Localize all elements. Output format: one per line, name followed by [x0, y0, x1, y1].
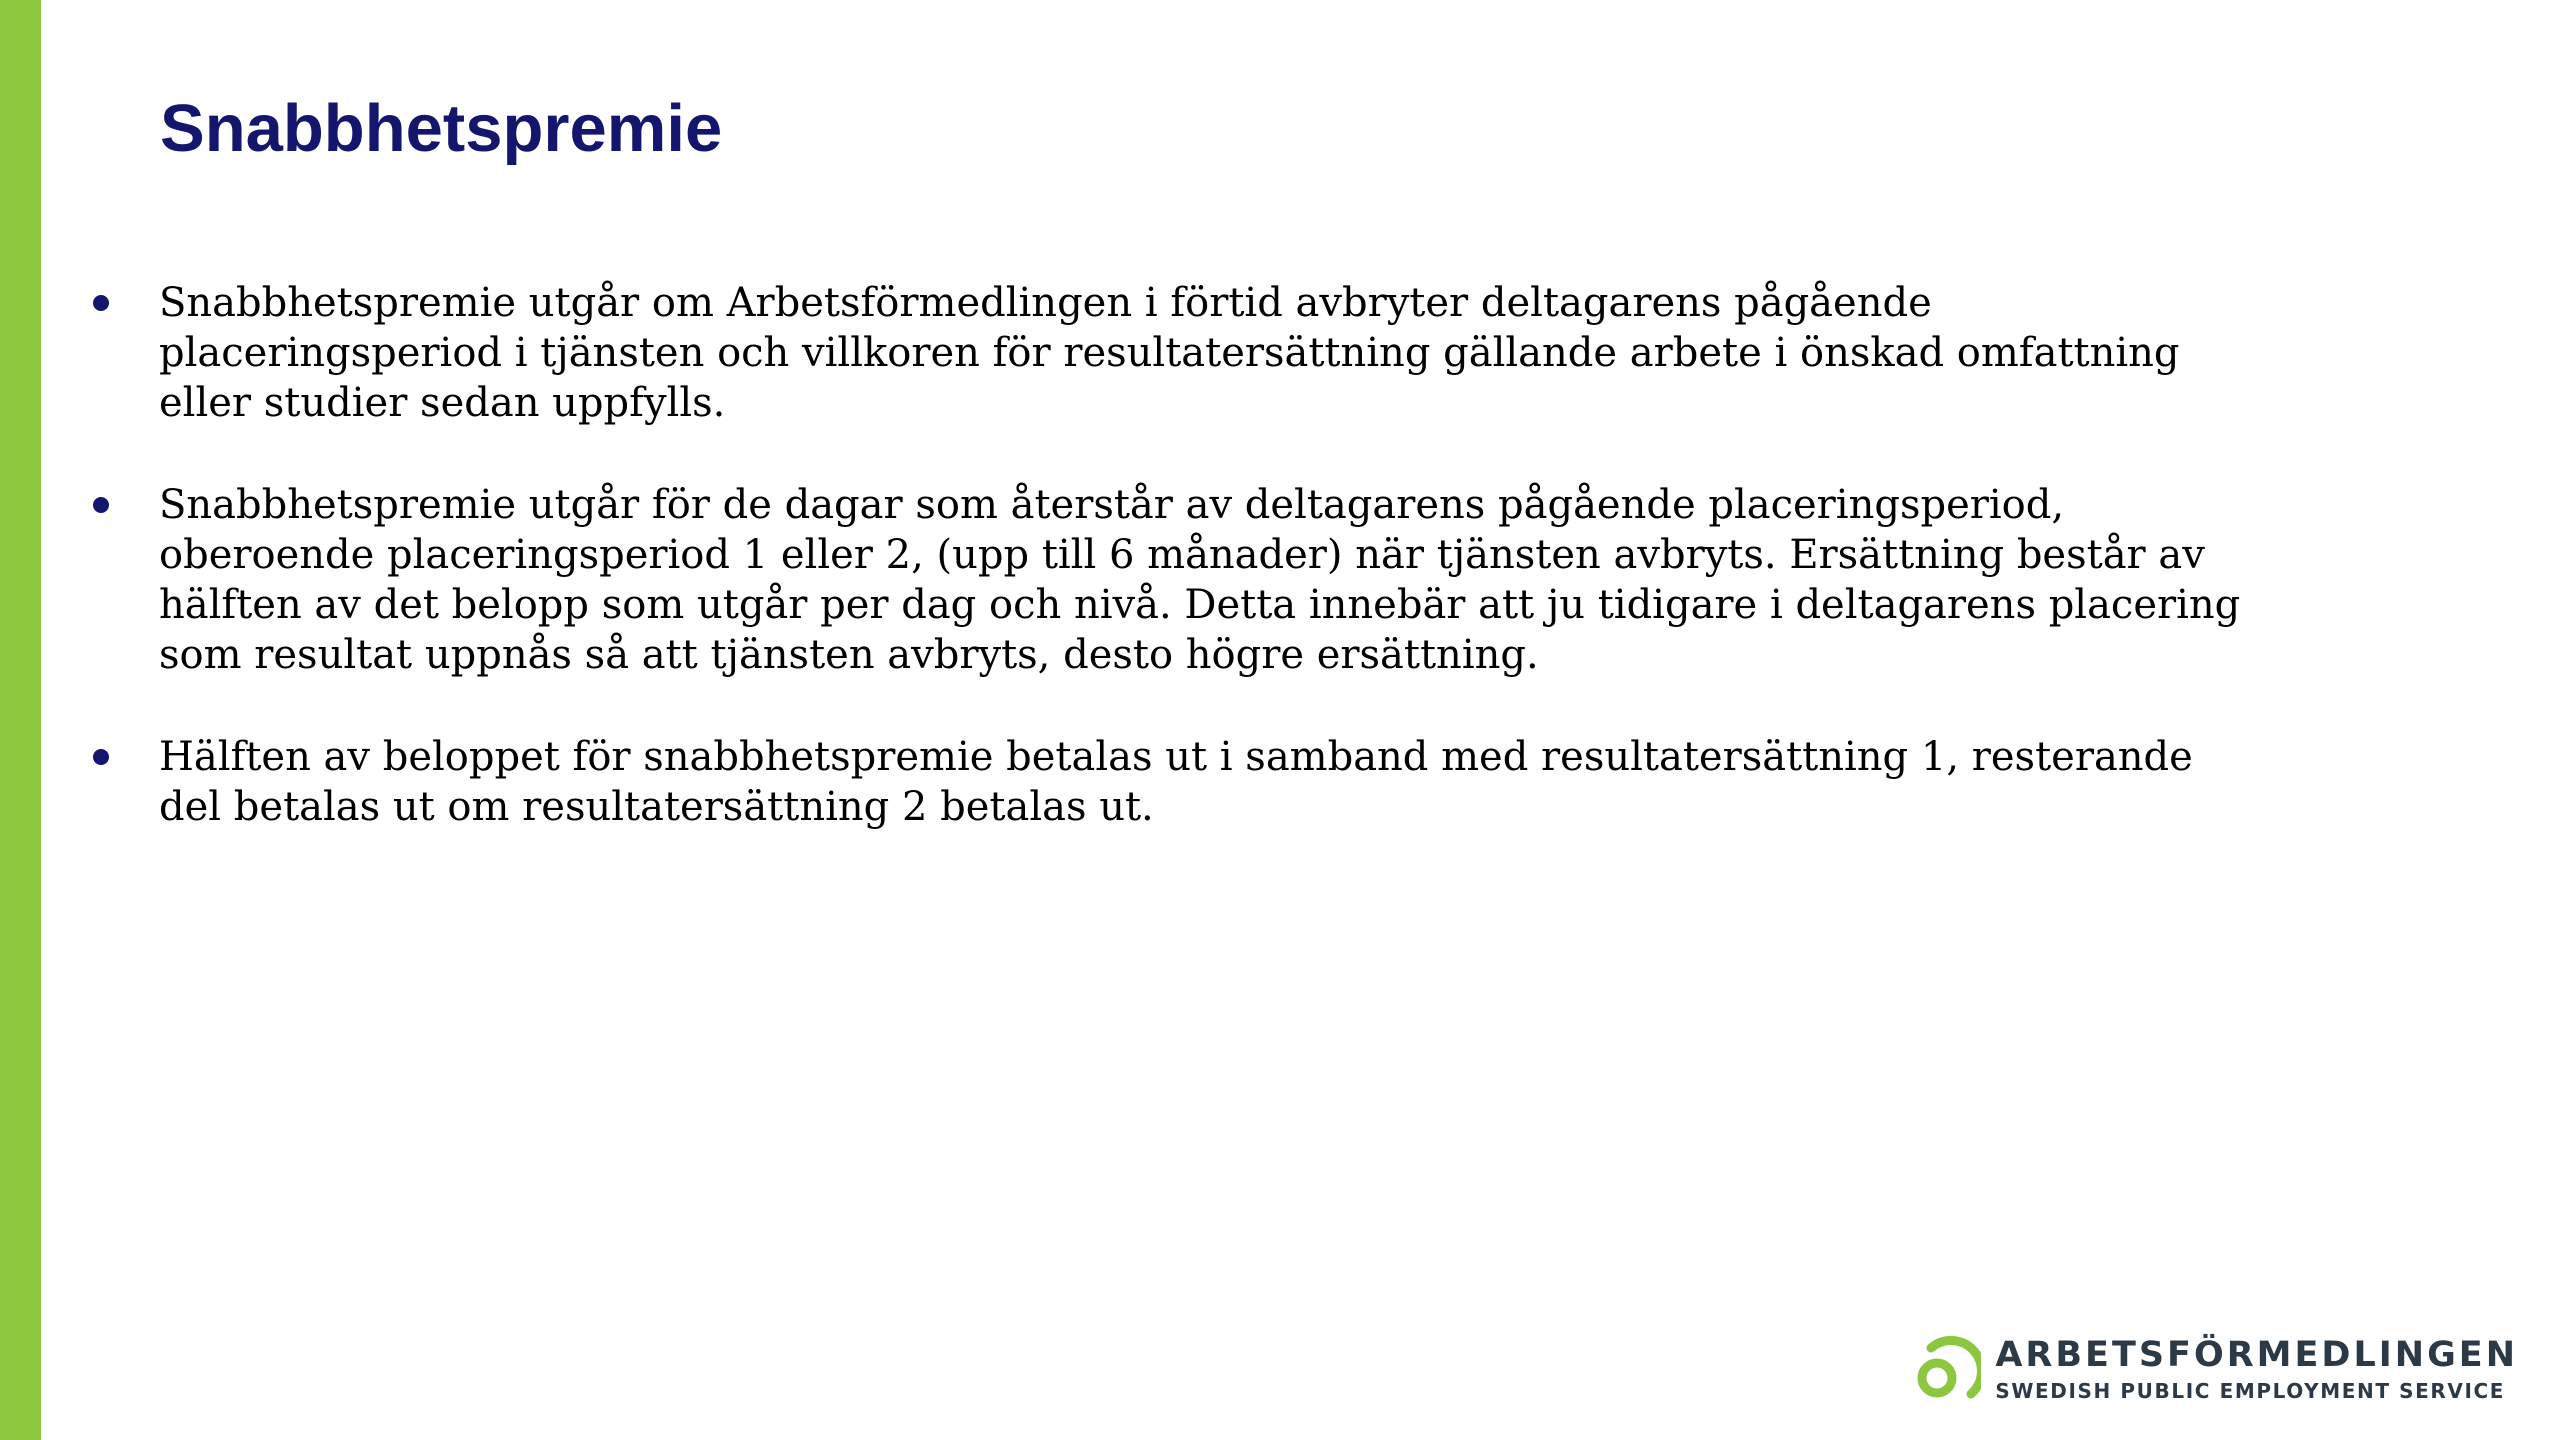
accent-bar [0, 0, 41, 1440]
logo-name: ARBETSFÖRMEDLINGEN [1995, 1334, 2518, 1375]
bullet-text: Snabbhetspremie utgår för de dagar som återstår av deltagarens pågående placeringsperiod, oberoende placeringsperiod 1 eller 2, (upp till 6 månader) när tjänsten avbryts. Ersättning består av hälften av det belopp som utgår per dag och nivå. Detta innebär att ju tidigare i deltagarens placering som resultat uppnås så att tjänsten avbryts, desto högre ersättning. [159, 482, 2241, 678]
bullet-list [88, 278, 2248, 884]
bullet-icon [93, 295, 109, 311]
arbetsformedlingen-logo [1909, 1334, 2518, 1406]
bullet-item [88, 278, 2248, 428]
bullet-text: Snabbhetspremie utgår om Arbetsförmedlingen i förtid avbryter deltagarens pågående placeringsperiod i tjänsten och villkoren för resultatersättning gällande arbete i önskad omfattning eller studier sedan uppfylls. [159, 280, 2180, 426]
slide-title: Snabbhetspremie [160, 91, 723, 166]
bullet-item [88, 732, 2248, 832]
bullet-item [88, 480, 2248, 680]
bullet-icon [93, 497, 109, 513]
logo-tagline: SWEDISH PUBLIC EMPLOYMENT SERVICE [1995, 1379, 2506, 1404]
bullet-text: Hälften av beloppet för snabbhetspremie betalas ut i samband med resultatersättning 1, resterande del betalas ut om resultatersättning 2 betalas ut. [159, 734, 2193, 830]
bullet-icon [93, 749, 109, 765]
arbetsformedlingen-logo-icon [1909, 1334, 1981, 1406]
logo-text [1995, 1336, 2518, 1405]
